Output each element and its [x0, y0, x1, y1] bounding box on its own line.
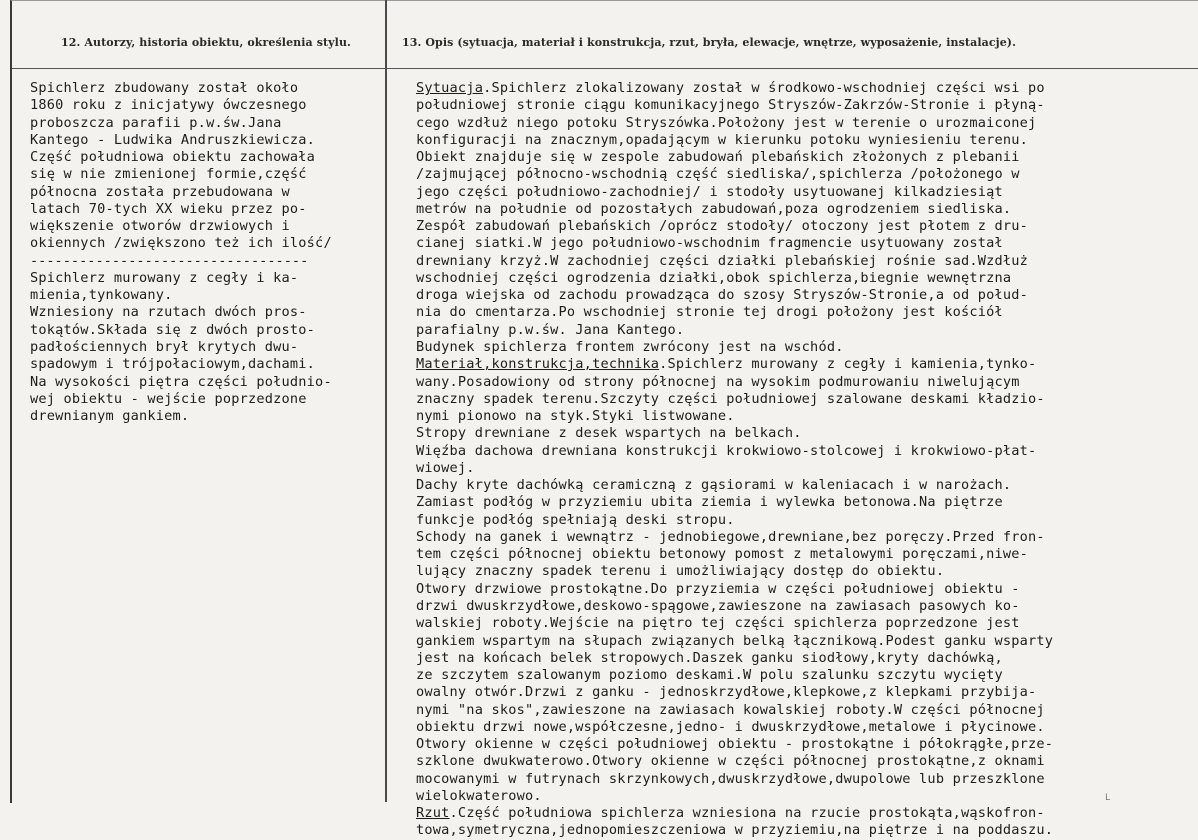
text-line	[416, 719, 1186, 736]
text-line	[416, 822, 1186, 839]
text-line	[416, 391, 1186, 408]
text-line	[416, 132, 1186, 149]
text-line	[416, 425, 1186, 442]
text-line: Wzniesiony na rzutach dwóch pros-	[30, 304, 307, 321]
text-line	[416, 235, 1186, 252]
line-text: Więźba dachowa drewniana konstrukcji krokwiowo-stolcowej i krokwiowo-płat-	[416, 442, 1037, 459]
text-line: Spichlerz zbudowany został około	[30, 80, 299, 96]
line-text: nymi "na skos",zawieszone na zawiasach kowalskiej roboty.W części północnej	[416, 701, 1045, 718]
right-column-text	[416, 80, 1186, 840]
text-line	[416, 805, 1186, 822]
text-line	[416, 253, 1186, 270]
text-line: północna została przebudowana w	[30, 183, 290, 200]
line-text: .Spichlerz murowany z cegły i kamienia,tynko-	[659, 356, 1037, 373]
line-text: wiowej.	[416, 459, 475, 476]
text-line: proboszcza parafii p.w.św.Jana	[30, 114, 282, 131]
text-line: tokątów.Składa się z dwóch prosto-	[30, 321, 316, 338]
line-text: lujący znaczny spadek terenu i umożliwiający dostęp do obiektu.	[416, 563, 945, 580]
line-text: funkcje podłóg spełniają deski stropu.	[416, 511, 735, 528]
line-text: jest na końcach belek stropowych.Daszek ganku siodłowy,kryty dachówką,	[416, 649, 1003, 666]
text-line	[416, 460, 1186, 477]
text-line	[416, 650, 1186, 667]
text-line	[416, 287, 1186, 304]
left-column-text	[30, 80, 380, 425]
text-line: mienia,tynkowany.	[30, 287, 173, 304]
line-text: parafialny p.w.św. Jana Kantego.	[416, 321, 685, 338]
line-text: szklone dwukwaterowo.Otwory okienne w części północnej prostokątne,z oknami	[416, 753, 1045, 770]
text-line: 1860 roku z inicjatywy ówczesnego	[30, 97, 307, 114]
line-text: gankiem wspartym na słupach związanych belką łącznikową.Podest ganku wsparty	[416, 632, 1054, 649]
separator-line: ----------------------------------	[30, 252, 309, 269]
line-text: Stropy drewniane z desek wspartych na belkach.	[416, 425, 802, 442]
text-line: Na wysokości piętra części południo-	[30, 373, 332, 390]
column-divider	[385, 0, 387, 802]
line-text: południowej stronie ciągu komunikacyjnego Stryszów-Zakrzów-Stronie i płyną-	[416, 97, 1045, 114]
text-line	[416, 304, 1186, 321]
line-text: Budynek spichlerza frontem zwrócony jest na wschód.	[416, 338, 844, 355]
text-line	[416, 80, 1186, 97]
text-line	[416, 633, 1186, 650]
line-text: znaczny spadek terenu.Szczyty części południowej szalowane deskami kładzio-	[416, 390, 1045, 407]
text-line: latach 70-tych XX wieku przez po-	[30, 200, 307, 217]
text-line: spadowym i trójpołaciowym,dachami.	[30, 356, 316, 373]
text-line	[416, 184, 1186, 201]
text-line: Część południowa obiektu zachowała	[30, 149, 316, 166]
line-text: mocowanymi w futrynach skrzynkowych,dwuskrzydłowe,dwupolowe lub przeszklone	[416, 770, 1045, 787]
text-line	[416, 477, 1186, 494]
text-line	[416, 753, 1186, 770]
text-line	[416, 581, 1186, 598]
text-line	[416, 115, 1186, 132]
line-text: Zespół zabudowań plebańskich /oprócz stodoły/ otoczony jest płotem z dru-	[416, 218, 1029, 235]
line-text: obiektu drzwi nowe,współczesne,jedno- i dwuskrzydłowe,metalowe i płycinowe.	[416, 718, 1045, 735]
text-line	[416, 771, 1186, 788]
line-text: Otwory drzwiowe prostokątne.Do przyziemia w części południowej obiektu -	[416, 580, 1020, 597]
text-line	[416, 512, 1186, 529]
line-text: cego wzdłuż niego potoku Stryszówka.Położony jest w terenie o urozmaiconej	[416, 114, 1037, 131]
line-text: towa,symetryczna,jednopomieszczeniowa w przyziemiu,na piętrze i na poddaszu.	[416, 822, 1054, 839]
line-text: wany.Posadowiony od strony północnej na wysokim podmurowaniu niwelującym	[416, 373, 1020, 390]
line-text: .Spichlerz zlokalizowany został w środkowo-wschodniej części wsi po	[483, 80, 1045, 96]
line-text: Otwory okienne w części południowej obiektu - prostokątne i półokrągłe,prze-	[416, 736, 1054, 753]
line-text: drewniany krzyż.W zachodniej części działki plebańskiej rośnie sad.Wzdłuż	[416, 252, 1029, 269]
text-line: padłościennych brył krytych dwu-	[30, 338, 299, 355]
text-line	[416, 546, 1186, 563]
page-mark: L	[1105, 793, 1111, 803]
line-text: Zamiast podłóg w przyziemiu ubita ziemia i wylewka betonowa.Na piętrze	[416, 494, 1003, 511]
line-text: konfiguracji na znacznym,opadającym w kierunku potoku wyniesieniu terenu.	[416, 131, 1029, 148]
line-text: owalny otwór.Drzwi z ganku - jednoskrzydłowe,klepkowe,z klepkami przybija-	[416, 684, 1037, 701]
text-line	[416, 529, 1186, 546]
section-heading: Rzut	[416, 805, 450, 822]
line-text: Dachy kryte dachówką ceramiczną z gąsiorami w kaleniacach i w narożach.	[416, 477, 1012, 494]
text-line: Kantego - Ludwika Andruszkiewicza.	[30, 131, 316, 148]
line-text: nymi pionowo na styk.Styki listwowane.	[416, 408, 735, 425]
text-line	[416, 667, 1186, 684]
text-line: się w nie zmienionej formie,część	[30, 166, 307, 183]
line-text: Schody na ganek i wewnątrz - jednobiegowe,drewniane,bez poręczy.Przed fron-	[416, 528, 1045, 545]
text-line	[416, 702, 1186, 719]
text-line	[416, 684, 1186, 701]
line-text: .Część południowa spichlerza wzniesiona na rzucie prostokąta,wąskofron-	[449, 805, 1045, 822]
line-text: nia do cmentarza.Po wschodniej stronie tej drogi położony jest kościół	[416, 304, 1003, 321]
line-text: jego części południowo-zachodniej/ i stodoły usytuowanej kilkadziesiąt	[416, 183, 1003, 200]
line-text: walskiej roboty.Wejście na piętro tej części spichlerza poprzedzone jest	[416, 615, 1020, 632]
line-text: wielokwaterowo.	[416, 787, 542, 804]
text-line: większenie otworów drzwiowych i	[30, 218, 290, 235]
text-line	[416, 270, 1186, 287]
text-line	[416, 408, 1186, 425]
text-line	[416, 494, 1186, 511]
line-text: drzwi dwuskrzydłowe,deskowo-spągowe,zawieszone na zawiasach pasowych ko-	[416, 597, 1020, 614]
text-line	[416, 443, 1186, 460]
text-line	[416, 788, 1186, 805]
text-line	[416, 736, 1186, 753]
line-text: Obiekt znajduje się w zespole zabudowań plebańskich złożonych z plebanii	[416, 149, 1020, 166]
text-line	[416, 356, 1186, 373]
line-text: metrów na południe od pozostałych zabudowań,poza ogrodzeniem siedliska.	[416, 200, 1012, 217]
header-authors-history: 12. Autorzy, historia obiektu, określenia stylu.	[61, 36, 351, 49]
line-text: ze szczytem szalowanym poziomo deskami.W polu szalunku szczytu wycięty	[416, 667, 1003, 684]
line-text: tem części północnej obiektu betonowy pomost z metalowymi poręczami,niwe-	[416, 546, 1029, 563]
line-text: wschodniej części ogrodzenia działki,obok spichlerza,biegnie wewnętrzna	[416, 269, 1012, 286]
text-line: wej obiektu - wejście poprzedzone	[30, 390, 307, 407]
section-heading: Materiał,konstrukcja,technika	[416, 356, 660, 373]
line-text: /zajmującej północno-wschodnią część siedliska/,spichlerza /położonego w	[416, 166, 1020, 183]
text-line	[416, 97, 1186, 114]
text-line: Spichlerz murowany z cegły i ka-	[30, 269, 299, 286]
text-line	[416, 563, 1186, 580]
text-line: drewnianym gankiem.	[30, 408, 190, 425]
header-description: 13. Opis (sytuacja, materiał i konstrukcja, rzut, bryła, elewacje, wnętrze, wyposażenie, instalacje).	[402, 36, 1017, 49]
text-line	[416, 149, 1186, 166]
text-line	[416, 598, 1186, 615]
text-line	[416, 339, 1186, 356]
section-heading: Sytuacja	[416, 80, 484, 96]
header-rule	[12, 68, 1198, 69]
line-text: cianej siatki.W jego południowo-wschodnim fragmencie usytuowany został	[416, 235, 1003, 252]
text-line	[416, 615, 1186, 632]
text-line	[416, 166, 1186, 183]
text-line	[416, 322, 1186, 339]
line-text: droga wiejska od zachodu prowadząca do szosy Stryszów-Stronie,a od połud-	[416, 287, 1029, 304]
text-line	[416, 201, 1186, 218]
text-line	[416, 374, 1186, 391]
text-line	[416, 218, 1186, 235]
text-line: okiennych /zwiększono też ich ilość/	[30, 235, 332, 252]
